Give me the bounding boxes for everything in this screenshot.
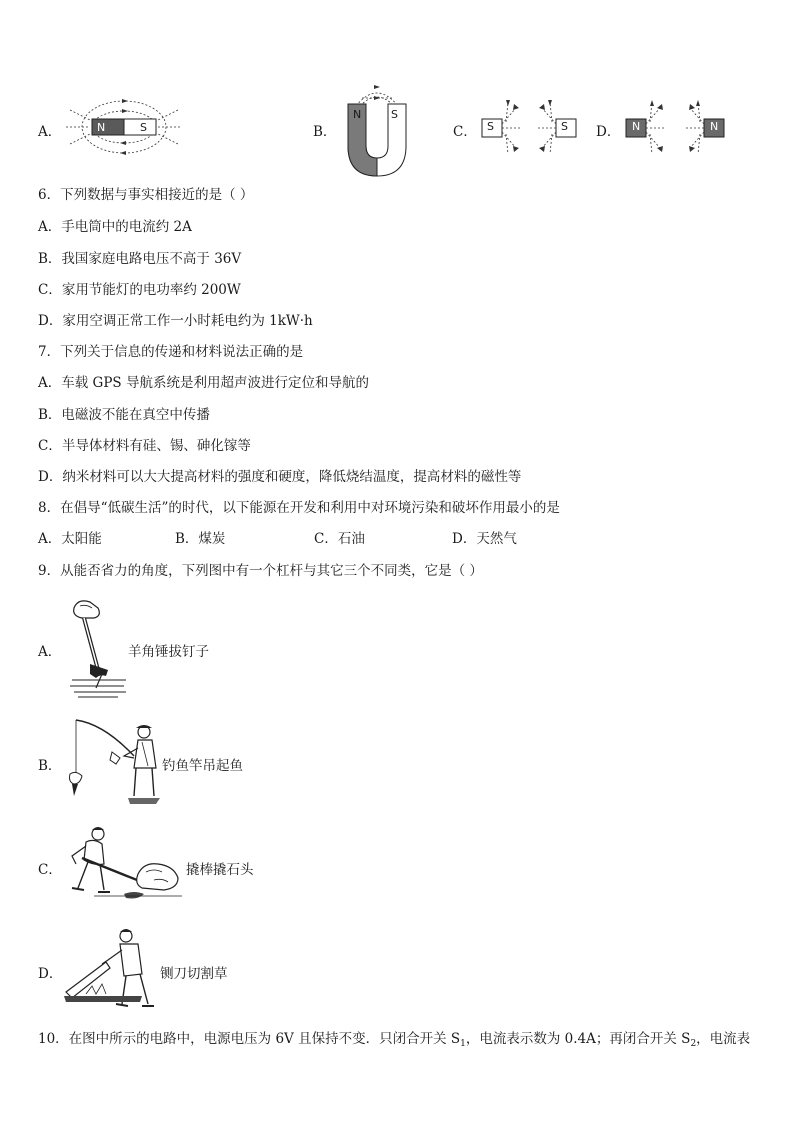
question-10-text-3: ，电流表 bbox=[696, 1031, 751, 1047]
claw-hammer-figure bbox=[68, 598, 128, 698]
option-letter: A． bbox=[38, 124, 62, 140]
option-caption: 铡刀切割草 bbox=[160, 966, 228, 982]
pole-label: S bbox=[391, 108, 398, 121]
pole-label: N bbox=[710, 120, 719, 133]
question-8-options bbox=[38, 530, 638, 548]
u-magnet-field-figure bbox=[344, 84, 410, 176]
question-8-option-a: A．太阳能 bbox=[38, 531, 102, 547]
option-caption: 撬棒撬石头 bbox=[186, 862, 254, 878]
subscript-1: 1 bbox=[460, 1039, 466, 1049]
question-6-stem: 6．下列数据与事实相接近的是（ ） bbox=[38, 187, 254, 203]
question-10-text-2: ，电流表示数为 0.4A；再闭合开关 S bbox=[465, 1031, 691, 1047]
question-6-option-c: C．家用节能灯的电功率约 200W bbox=[38, 282, 241, 298]
question-9-stem: 9．从能否省力的角度，下列图中有一个杠杆与其它三个不同类，它是（ ） bbox=[38, 563, 483, 579]
pole-label: N bbox=[353, 108, 362, 121]
option-letter: C． bbox=[38, 862, 62, 878]
question-8-stem: 8．在倡导“低碳生活”的时代，以下能源在开发和利用中对环境污染和破坏作用最小的是 bbox=[38, 500, 560, 516]
question-7-option-c: C．半导体材料有硅、锡、砷化镓等 bbox=[38, 438, 251, 454]
question-8-option-d: D．天然气 bbox=[452, 531, 517, 547]
bar-magnet-field-figure bbox=[64, 96, 184, 158]
pole-label: N bbox=[632, 120, 641, 133]
option-letter: D． bbox=[38, 966, 63, 982]
pole-label: N bbox=[97, 121, 106, 134]
option-letter: B． bbox=[313, 124, 337, 140]
question-7-stem: 7．下列关于信息的传递和材料说法正确的是 bbox=[38, 344, 304, 360]
question-6-option-b: B．我国家庭电路电压不高于 36V bbox=[38, 251, 242, 267]
option-caption: 钓鱼竿吊起鱼 bbox=[162, 758, 243, 774]
crowbar-rock-figure bbox=[64, 824, 184, 904]
hay-cutter-figure bbox=[62, 926, 162, 1008]
option-letter: B． bbox=[38, 758, 62, 774]
question-6-option-a: A．手电筒中的电流约 2A bbox=[38, 219, 192, 235]
subscript-2: 2 bbox=[690, 1039, 697, 1049]
option-caption: 羊角锤拔钉子 bbox=[128, 644, 209, 660]
question-7-option-b: B．电磁波不能在真空中传播 bbox=[38, 407, 210, 423]
option-letter: C． bbox=[453, 124, 477, 140]
question-6-option-d: D．家用空调正常工作一小时耗电约为 1kW·h bbox=[38, 313, 313, 329]
option-letter: D． bbox=[596, 124, 621, 140]
option-letter: A． bbox=[38, 644, 62, 660]
question-7-option-a: A．车载 GPS 导航系统是利用超声波进行定位和导航的 bbox=[38, 375, 369, 391]
question-8-option-b: B．煤炭 bbox=[175, 531, 226, 547]
fishing-rod-figure bbox=[64, 718, 164, 810]
pole-label: S bbox=[487, 120, 494, 133]
question-8-option-c: C．石油 bbox=[314, 531, 365, 547]
question-10-text-1: 10．在图中所示的电路中，电源电压为 6V 且保持不变．只闭合开关 S bbox=[38, 1031, 461, 1047]
pole-label: S bbox=[140, 121, 147, 134]
pole-label: S bbox=[561, 120, 568, 133]
question-10-stem bbox=[38, 1030, 750, 1053]
question-7-option-d: D．纳米材料可以大大提高材料的强度和硬度，降低烧结温度，提高材料的磁性等 bbox=[38, 469, 522, 485]
